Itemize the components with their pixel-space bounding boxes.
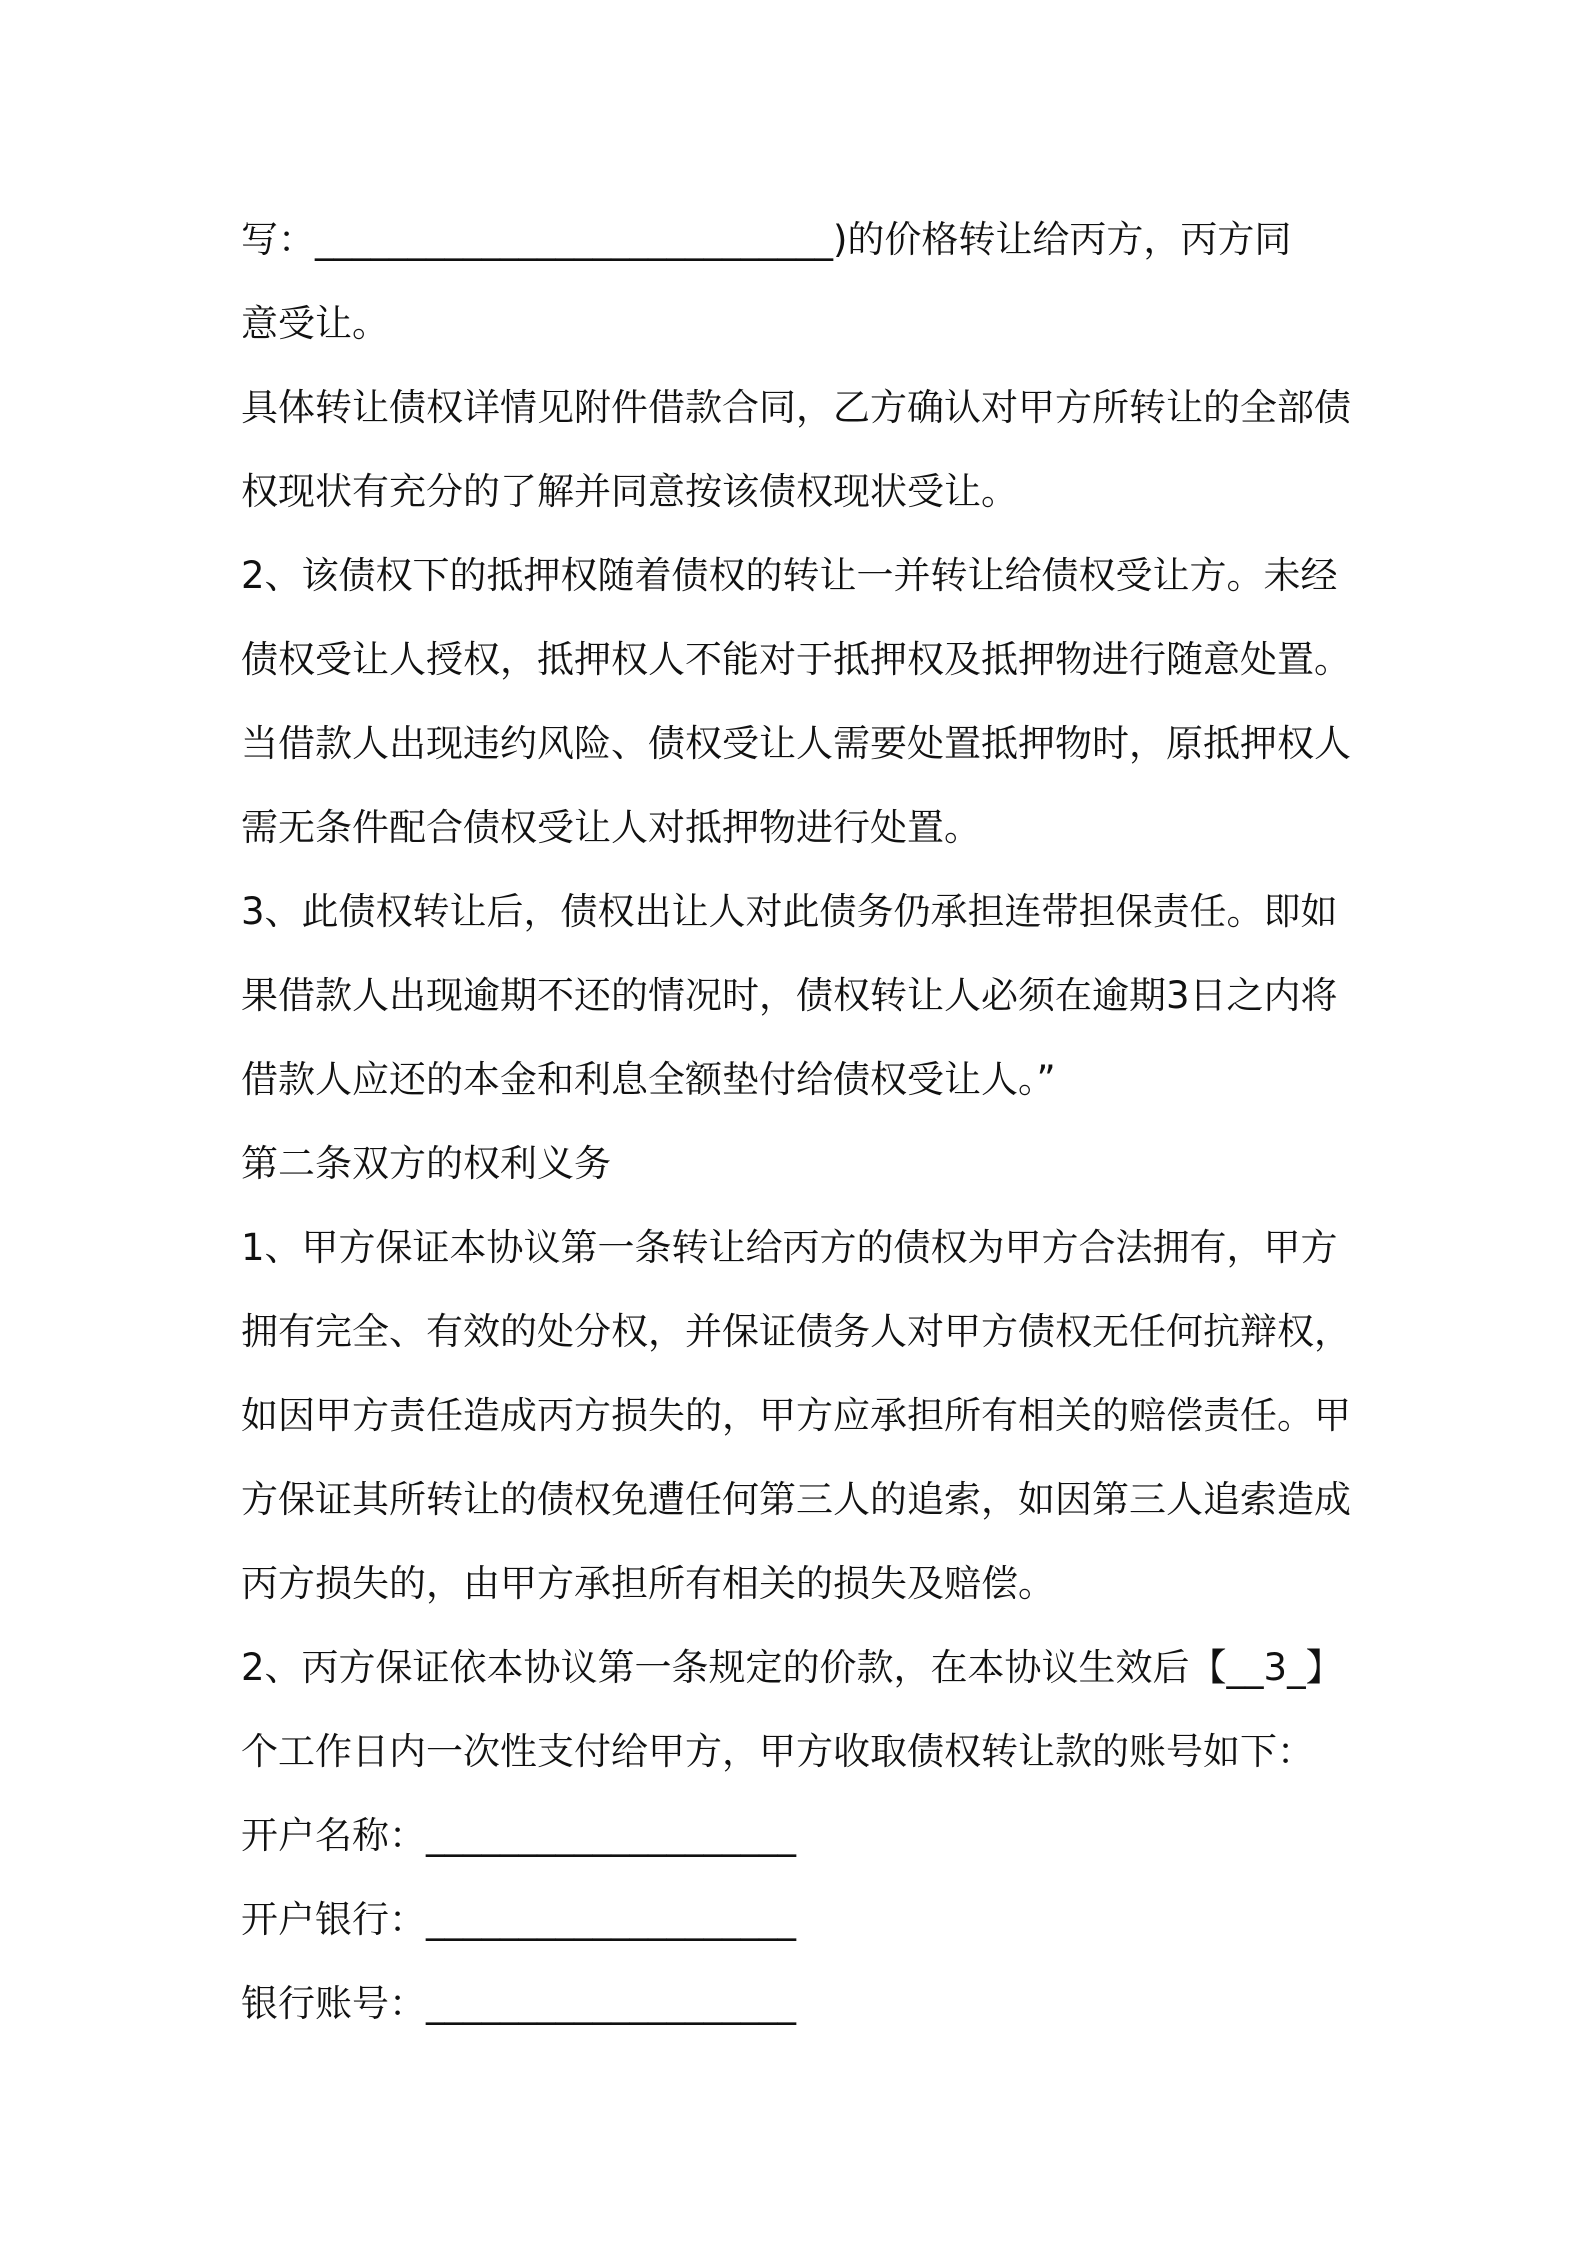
paragraph-party-c-payment: [241, 1626, 1361, 1794]
text-line: 丙方损失的，由甲方承担所有相关的损失及赔偿。: [241, 1562, 1055, 1605]
account-name-line: 开户名称：____________________: [241, 1814, 796, 1857]
text-line: 1、甲方保证本协议第一条转让给丙方的债权为甲方合法拥有，甲方: [241, 1226, 1338, 1269]
account-number-field: [241, 1962, 1361, 2046]
account-name-field: [241, 1794, 1361, 1878]
paragraph-debt-details: [241, 366, 1361, 534]
account-number-line: 银行账号：____________________: [241, 1982, 796, 2025]
text-line: 拥有完全、有效的处分权，并保证债务人对甲方债权无任何抗辩权，: [241, 1310, 1351, 1353]
bank-name-field: [241, 1878, 1361, 1962]
text-line: 写：____________________________)的价格转让给丙方，丙方同: [241, 218, 1292, 261]
text-line: 2、该债权下的抵押权随着债权的转让一并转让给债权受让方。未经: [241, 554, 1338, 597]
text-line: 当借款人出现违约风险、债权受让人需要处置抵押物时，原抵押权人: [241, 722, 1351, 765]
bank-name-line: 开户银行：____________________: [241, 1898, 796, 1941]
paragraph-clause-2-mortgage: [241, 534, 1361, 870]
paragraph-price-transfer: [241, 198, 1361, 366]
text-line: 需无条件配合债权受让人对抵押物进行处置。: [241, 806, 981, 849]
paragraph-clause-3-guarantee: [241, 870, 1361, 1122]
text-line: 权现状有充分的了解并同意按该债权现状受让。: [241, 470, 1018, 513]
text-line: 具体转让债权详情见附件借款合同，乙方确认对甲方所转让的全部债: [241, 386, 1351, 429]
section-heading-article-2: [241, 1122, 1361, 1206]
text-line: 2、丙方保证依本协议第一条规定的价款，在本协议生效后【__3_】: [241, 1646, 1343, 1689]
paragraph-party-a-warranty: [241, 1206, 1361, 1626]
text-line: 个工作日内一次性支付给甲方，甲方收取债权转让款的账号如下：: [241, 1730, 1314, 1773]
text-line: 如因甲方责任造成丙方损失的，甲方应承担所有相关的赔偿责任。甲: [241, 1394, 1351, 1437]
text-line: 3、此债权转让后，债权出让人对此债务仍承担连带担保责任。即如: [241, 890, 1338, 933]
section-heading: 第二条双方的权利义务: [241, 1142, 611, 1185]
text-line: 方保证其所转让的债权免遭任何第三人的追索，如因第三人追索造成: [241, 1478, 1351, 1521]
text-line: 果借款人出现逾期不还的情况时，债权转让人必须在逾期3日之内将: [241, 974, 1338, 1017]
text-line: 借款人应还的本金和利息全额垫付给债权受让人。”: [241, 1058, 1056, 1101]
text-line: 意受让。: [241, 302, 389, 345]
document-body: [241, 198, 1361, 2046]
text-line: 债权受让人授权，抵押权人不能对于抵押权及抵押物进行随意处置。: [241, 638, 1351, 681]
